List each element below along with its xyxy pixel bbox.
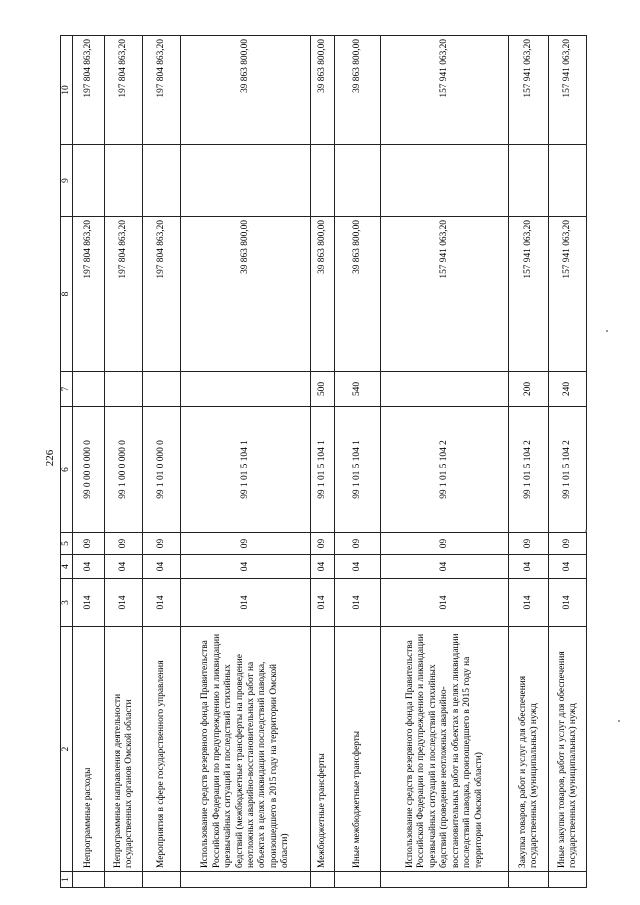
cell-c9	[105, 145, 143, 217]
budget-table	[60, 35, 587, 888]
cell-c1	[335, 872, 381, 888]
cell-c8: 197 804 863,20	[73, 217, 105, 372]
header-cell: 2	[61, 627, 73, 872]
cell-name: Непрограммные расходы	[73, 627, 105, 872]
cell-c4: 04	[181, 555, 311, 579]
cell-c4: 04	[509, 555, 549, 579]
cell-c4: 04	[381, 555, 509, 579]
cell-c10: 39 863 800,00	[311, 36, 335, 145]
cell-c7	[105, 372, 143, 407]
cell-name: Закупка товаров, работ и услуг для обеспечения государственных (муниципальных) нужд	[509, 627, 549, 872]
cell-c7	[73, 372, 105, 407]
cell-c3: 014	[311, 579, 335, 627]
cell-c8: 39 863 800,00	[181, 217, 311, 372]
page-number: 226	[44, 449, 56, 467]
cell-name: Иные межбюджетные трансферты	[335, 627, 381, 872]
cell-c4: 04	[143, 555, 181, 579]
cell-c6: 99 1 01 5 104 1	[181, 407, 311, 533]
cell-c6: 99 1 01 5 104 2	[509, 407, 549, 533]
cell-c9	[335, 145, 381, 217]
header-cell: 6	[61, 407, 73, 533]
cell-c6: 99 1 00 0 000 0	[105, 407, 143, 533]
cell-c6: 99 1 01 5 104 2	[381, 407, 509, 533]
table-row	[509, 36, 549, 888]
cell-c4: 04	[335, 555, 381, 579]
cell-c1	[509, 872, 549, 888]
cell-c7: 500	[311, 372, 335, 407]
cell-c1	[73, 872, 105, 888]
cell-c4: 04	[549, 555, 587, 579]
cell-c3: 014	[509, 579, 549, 627]
cell-c7	[181, 372, 311, 407]
cell-c8: 157 941 063,20	[509, 217, 549, 372]
cell-c7	[143, 372, 181, 407]
cell-name: Использование средств резервного фонда Правительства Российской Федерации по предупреждению и ликвидации чрезвычайных ситуаций и последствий стихийных бедствий (межбюджетные трансферты на проведение неотложных аварийно-восстановительных работ на объектах в целях ликвидации последствий паводка, произошедшего в 2015 году на территории Омской области)	[181, 627, 311, 872]
scan-speck	[606, 330, 608, 332]
cell-c5: 09	[381, 533, 509, 555]
cell-c1	[381, 872, 509, 888]
cell-c5: 09	[143, 533, 181, 555]
header-cell: 5	[61, 533, 73, 555]
cell-c5: 09	[105, 533, 143, 555]
cell-c8: 157 941 063,20	[549, 217, 587, 372]
cell-c10: 197 804 863,20	[73, 36, 105, 145]
cell-c8: 197 804 863,20	[143, 217, 181, 372]
table-row	[381, 36, 509, 888]
cell-c9	[381, 145, 509, 217]
cell-c6: 99 1 01 5 104 1	[335, 407, 381, 533]
cell-c9	[143, 145, 181, 217]
cell-c1	[105, 872, 143, 888]
cell-c5: 09	[549, 533, 587, 555]
table-row	[105, 36, 143, 888]
cell-c9	[549, 145, 587, 217]
cell-c10: 157 941 063,20	[549, 36, 587, 145]
cell-name: Использование средств резервного фонда Правительства Российской Федерации по предупреждению и ликвидации чрезвычайных ситуаций и последствий стихийных бедствий (проведение неотложных аварийно-восстановительных работ на объектах в целях ликвидации последствий паводка, произошедшего в 2015 году на территории Омской области)	[381, 627, 509, 872]
table-row	[73, 36, 105, 888]
scan-speck	[618, 720, 620, 722]
cell-name: Мероприятия в сфере государственного управления	[143, 627, 181, 872]
cell-name: Межбюджетные трансферты	[311, 627, 335, 872]
cell-c1	[181, 872, 311, 888]
cell-c10: 197 804 863,20	[105, 36, 143, 145]
cell-c6: 99 1 01 5 104 2	[549, 407, 587, 533]
cell-c6: 99 1 01 0 000 0	[143, 407, 181, 533]
cell-c5: 09	[509, 533, 549, 555]
header-cell: 10	[61, 36, 73, 145]
cell-c10: 157 941 063,20	[381, 36, 509, 145]
table-row	[311, 36, 335, 888]
cell-c8: 157 941 063,20	[381, 217, 509, 372]
cell-c5: 09	[181, 533, 311, 555]
cell-c3: 014	[335, 579, 381, 627]
cell-c3: 014	[73, 579, 105, 627]
cell-c6: 99 0 00 0 000 0	[73, 407, 105, 533]
cell-c7: 240	[549, 372, 587, 407]
cell-c3: 014	[381, 579, 509, 627]
cell-c10: 39 863 800,00	[335, 36, 381, 145]
cell-c5: 09	[311, 533, 335, 555]
document-page	[60, 36, 578, 888]
header-cell: 8	[61, 217, 73, 372]
cell-c5: 09	[73, 533, 105, 555]
cell-c9	[73, 145, 105, 217]
scan-speck	[585, 530, 587, 532]
table-row	[335, 36, 381, 888]
cell-c1	[143, 872, 181, 888]
cell-c1	[311, 872, 335, 888]
table-header-row	[61, 36, 73, 888]
cell-c4: 04	[73, 555, 105, 579]
header-cell: 3	[61, 579, 73, 627]
cell-c7: 540	[335, 372, 381, 407]
cell-c3: 014	[181, 579, 311, 627]
cell-name: Непрограммные направления деятельности государственных органов Омской области	[105, 627, 143, 872]
cell-c7	[381, 372, 509, 407]
table-row	[181, 36, 311, 888]
table-row	[549, 36, 587, 888]
cell-c10: 39 863 800,00	[181, 36, 311, 145]
cell-c3: 014	[549, 579, 587, 627]
header-cell: 1	[61, 872, 73, 888]
header-cell: 7	[61, 372, 73, 407]
cell-c6: 99 1 01 5 104 1	[311, 407, 335, 533]
cell-c8: 39 863 800,00	[311, 217, 335, 372]
cell-c9	[509, 145, 549, 217]
header-cell: 4	[61, 555, 73, 579]
cell-c10: 197 804 863,20	[143, 36, 181, 145]
cell-c3: 014	[143, 579, 181, 627]
cell-c5: 09	[335, 533, 381, 555]
cell-c9	[181, 145, 311, 217]
cell-c9	[311, 145, 335, 217]
cell-c1	[549, 872, 587, 888]
cell-c7: 200	[509, 372, 549, 407]
cell-name: Иные закупки товаров, работ и услуг для обеспечения государственных (муниципальных) нужд	[549, 627, 587, 872]
cell-c4: 04	[105, 555, 143, 579]
cell-c4: 04	[311, 555, 335, 579]
cell-c8: 39 863 800,00	[335, 217, 381, 372]
cell-c8: 197 804 863,20	[105, 217, 143, 372]
header-cell: 9	[61, 145, 73, 217]
cell-c3: 014	[105, 579, 143, 627]
table-row	[143, 36, 181, 888]
cell-c10: 157 941 063,20	[509, 36, 549, 145]
